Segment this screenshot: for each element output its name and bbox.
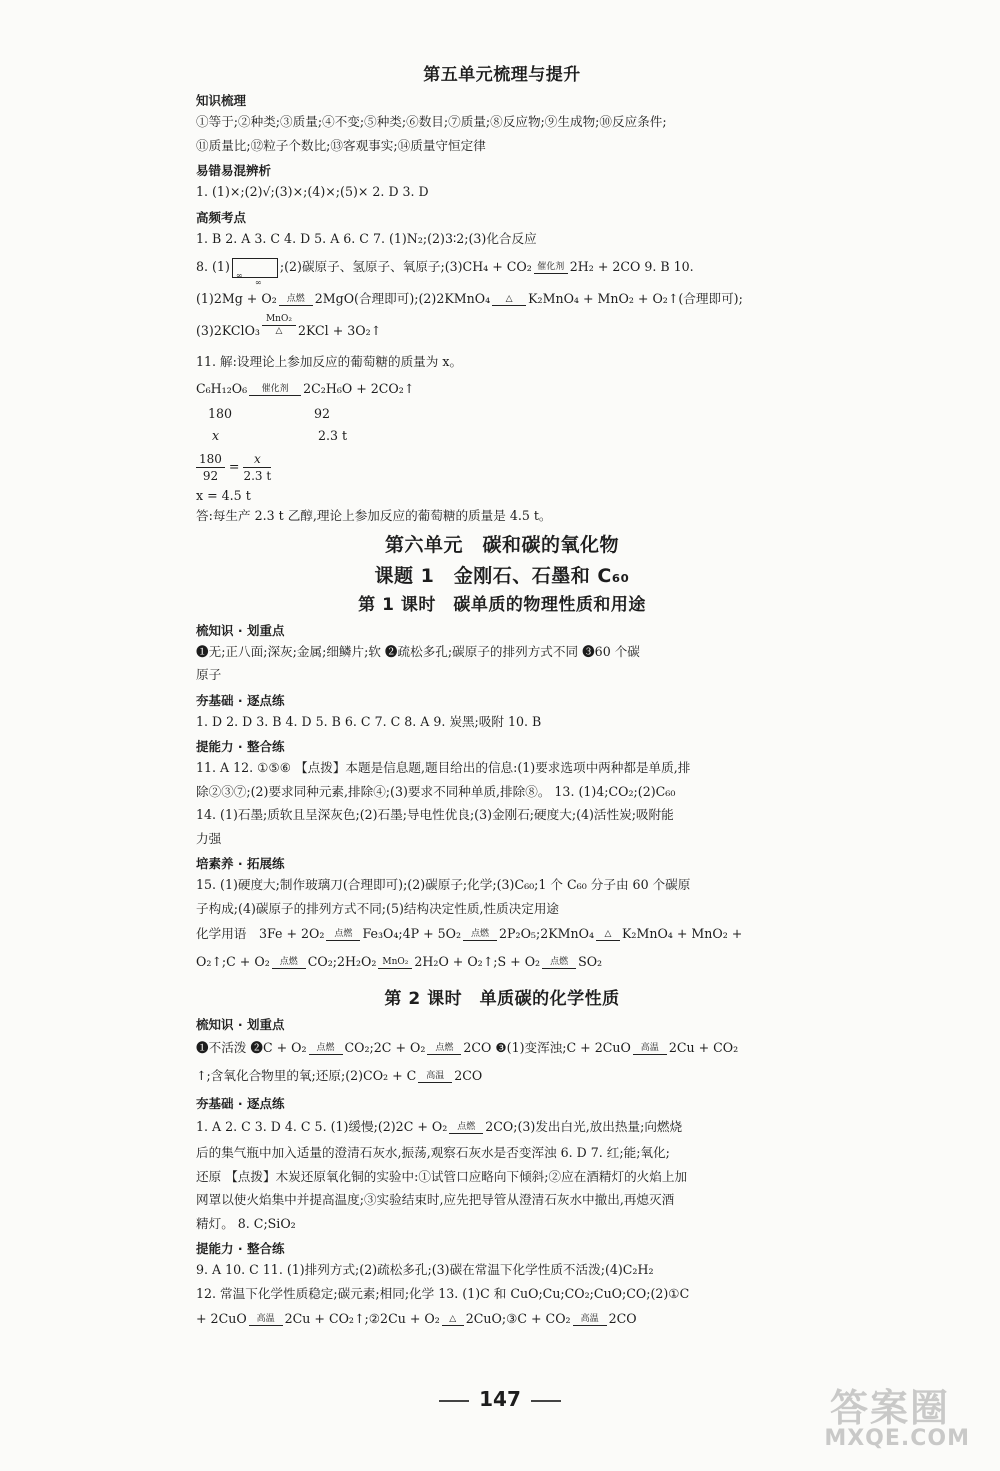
condition: 催化剂 [261, 383, 289, 394]
text-seg: 1. A 2. C 3. D 4. C 5. (1)缓慢;(2)2C + O₂ [196, 1119, 448, 1134]
condition: 高温 [426, 1071, 445, 1081]
watermark-logo [788, 1383, 978, 1453]
text-line [196, 424, 808, 448]
text-seg: 2KCl + 3O₂↑ [297, 323, 382, 338]
reaction-arrow [594, 929, 622, 941]
condition: 点燃 [435, 1043, 454, 1053]
reaction-arrow [540, 957, 578, 969]
text-seg: 180 [208, 405, 233, 421]
section-head: 培素养 · 拓展练 [196, 856, 285, 871]
reaction-arrow [324, 929, 362, 941]
condition: 点燃 [334, 929, 353, 939]
page-number-text: 147 [479, 1387, 521, 1411]
reaction-arrow [307, 1043, 345, 1055]
text-line: x = 4.5 t [196, 487, 251, 503]
condition: 点燃 [471, 929, 490, 939]
reaction-arrow [260, 314, 298, 336]
section-head: 提能力 · 整合练 [196, 739, 285, 754]
text-seg: O₂↑;C + O₂ [196, 954, 270, 969]
text-seg: CO₂;2C + O₂ [344, 1040, 426, 1055]
section-head: 夯基础 · 逐点练 [196, 1096, 285, 1111]
text-line: 精灯。 8. C;SiO₂ [196, 1215, 296, 1231]
text-seg: 2Cu + CO₂↑;②2Cu + O₂ [284, 1311, 440, 1326]
text-seg: x [212, 427, 220, 443]
text-seg: 2C₂H₆O + 2CO₂↑ [303, 380, 415, 396]
denominator: 2.3 t [243, 468, 272, 483]
text-seg: 2Cu + CO₂ [668, 1040, 739, 1055]
text-seg: 2.3 t [318, 427, 348, 443]
text-seg: ❶不活泼 ❷C + O₂ [196, 1040, 307, 1055]
text-line: 1. B 2. A 3. C 4. D 5. A 6. C 7. (1)N₂;(2)3∶2;(3)化合反应 [196, 230, 537, 246]
reaction-arrow [532, 262, 570, 274]
section-head: 易错易混辨析 [196, 163, 272, 178]
condition: MnO₂ [265, 314, 292, 324]
denominator: 92 [202, 468, 219, 483]
condition: 点燃 [286, 294, 305, 304]
text-line [196, 314, 808, 346]
text-seg: CO₂;2H₂O₂ [307, 954, 377, 969]
fraction [243, 451, 271, 484]
text-line: 原子 [196, 667, 222, 682]
text-line: 除②③⑦;(2)要求同种元素,排除④;(3)要求不同种单质,排除⑧。 13. (1)4;CO₂;(2)C₆₀ [196, 783, 676, 799]
text-seg: 2CO ❸(1)变浑浊;C + 2CuO [463, 1040, 631, 1055]
reaction-arrow [461, 929, 499, 941]
condition: 催化剂 [537, 262, 565, 272]
text-line [196, 404, 808, 424]
text-line: 力强 [196, 830, 222, 846]
reaction-arrow [247, 1314, 285, 1326]
condition: 高温 [640, 1043, 659, 1053]
text-seg: 2CO;(3)发出白光,放出热量;向燃烧 [485, 1119, 683, 1134]
text-line: $\frac{180}{92}$ = $\frac{x}{2.3 t}$ [196, 448, 808, 486]
text-line: 15. (1)硬度大;制作玻璃刀(合理即可);(2)碳原子;化学;(3)C₆₀;1 个 C₆₀ 分子由 60 个碳原 [196, 877, 691, 892]
period2-title: 第 2 课时 单质碳的化学性质 [384, 989, 620, 1009]
text-line [196, 920, 808, 948]
reaction-arrow [416, 1071, 454, 1083]
unit6-title: 第六单元 碳和碳的氧化物 [384, 533, 619, 556]
reaction-arrow [440, 1314, 466, 1326]
text-line: 11. A 12. ①⑤⑥ 【点拨】本题是信息题,题目给出的信息:(1)要求选项中两种都是单质,排 [196, 760, 691, 775]
text-line: 后的集气瓶中加入适量的澄清石灰水,振荡,观察石灰水是否变浑浊 6. D 7. 红;能;氧化; [196, 1145, 670, 1160]
text-seg: (1)2Mg + O₂ [196, 291, 277, 306]
section-head: 梳知识 · 划重点 [196, 1017, 285, 1032]
text-line [196, 1062, 808, 1090]
text-line: ⑪质量比;⑫粒子个数比;⑬客观事实;⑭质量守恒定律 [196, 137, 486, 153]
text-line [196, 374, 808, 404]
text-seg: K₂MnO₄ + MnO₂ + O₂↑(合理即可); [528, 291, 743, 306]
text-seg: 2H₂O + O₂↑;S + O₂ [414, 954, 541, 969]
reaction-arrow [277, 294, 315, 306]
text-seg: 2CO [454, 1068, 483, 1083]
text-line: 还原 【点拨】木炭还原氧化铜的实验中:①试管口应略向下倾斜;②应在酒精灯的火焰上加 [196, 1168, 688, 1184]
text-line [196, 948, 808, 976]
condition: 点燃 [279, 957, 298, 967]
box-label: ∞ [235, 270, 243, 280]
numerator: 180 [196, 451, 225, 468]
watermark-url: MXQE.COM [824, 1426, 970, 1451]
molecule-box-figure [232, 258, 278, 287]
text-line: 网罩以使火焰集中并提高温度;③实验结束时,应先把导管从澄清石灰水中撤出,再熄灭酒 [196, 1192, 675, 1207]
text-seg: 2P₂O₅;2KMnO₄ [499, 926, 594, 941]
condition: 点燃 [457, 1122, 476, 1132]
section-head: 夯基础 · 逐点练 [196, 692, 285, 708]
text-seg: ;(2)碳原子、氢原子、氧原子;(3)CH₄ + CO₂ [279, 259, 532, 274]
text-seg: SO₂ [578, 954, 603, 969]
reaction-arrow [247, 384, 303, 396]
reaction-arrow [425, 1043, 463, 1055]
reaction-arrow [490, 294, 528, 306]
box-label: ∞ [254, 277, 262, 287]
text-line: ❶无;正八面;深灰;金属;细鳞片;软 ❷疏松多孔;碳原子的排列方式不同 ❸60 个碳 [196, 643, 640, 659]
text-seg: ↑;含氧化合物里的氧;还原;(2)CO₂ + C [196, 1068, 417, 1083]
condition: MnO₂ [382, 957, 409, 967]
text-seg: (3)2KClO₃ [196, 323, 260, 338]
numerator: x [243, 451, 271, 468]
text-seg: + 2CuO [196, 1311, 247, 1326]
text-line: 子构成;(4)碳原子的排列方式不同;(5)结构决定性质,性质决定用途 [196, 900, 560, 916]
text-line: ①等于;②种类;③质量;④不变;⑤种类;⑥数目;⑦质量;⑧反应物;⑨生成物;⑩反应条件; [196, 114, 667, 129]
text-line [196, 1034, 808, 1062]
condition: △ [275, 326, 283, 336]
text-line [196, 250, 808, 287]
condition: 点燃 [316, 1043, 335, 1053]
text-seg: 2CuO;③C + CO₂ [465, 1311, 571, 1326]
reaction-arrow [447, 1122, 485, 1134]
text-seg: 2H₂ + 2CO 9. B 10. [569, 259, 694, 274]
reaction-arrow [631, 1043, 669, 1055]
fraction [196, 451, 225, 484]
condition: 高温 [256, 1314, 275, 1324]
reaction-arrow [270, 957, 308, 969]
text-seg: 2MgO(合理即可);(2)2KMnO₄ [314, 291, 491, 306]
period1-title: 第 1 课时 碳单质的物理性质和用途 [358, 594, 646, 615]
text-seg: K₂MnO₄ + MnO₂ + [622, 926, 743, 941]
text-line [196, 1113, 808, 1141]
text-line: 1. D 2. D 3. B 4. D 5. B 6. C 7. C 8. A 9. 炭黑;吸附 10. B [196, 713, 542, 729]
text-line: 1. (1)×;(2)√;(3)×;(4)×;(5)× 2. D 3. D [196, 184, 429, 199]
text-seg: 2CO [608, 1311, 637, 1326]
reaction-arrow [376, 957, 414, 969]
condition: 高温 [580, 1314, 599, 1324]
text-line: 12. 常温下化学性质稳定;碳元素;相同;化学 13. (1)C 和 CuO;Cu;CO₂;CuO;CO;(2)①C [196, 1285, 690, 1301]
section-head: 高频考点 [196, 209, 247, 225]
lesson1-title: 课题 1 金刚石、石墨和 C₆₀ [374, 564, 630, 587]
text-line: 答:每生产 2.3 t 乙醇,理论上参加反应的葡萄糖的质量是 4.5 t。 [196, 507, 552, 523]
section-head: 知识梳理 [196, 93, 247, 108]
section-head: 提能力 · 整合练 [196, 1241, 285, 1256]
text-seg: 8. (1) [196, 259, 230, 274]
answer-page [196, 52, 808, 1333]
text-seg: C₆H₁₂O₆ [196, 380, 248, 396]
watermark-text: 答案圈 [829, 1386, 950, 1430]
text-line [196, 284, 808, 314]
condition: △ [604, 929, 612, 939]
section-head: 梳知识 · 划重点 [196, 622, 285, 638]
reaction-arrow [571, 1314, 609, 1326]
text-line: 11. 解:设理论上参加反应的葡萄糖的质量为 x。 [196, 354, 463, 369]
condition: 点燃 [550, 957, 569, 967]
text-seg: 92 [314, 405, 331, 421]
text-seg: 化学用语 3Fe + 2O₂ [196, 926, 325, 941]
text-line: 9. A 10. C 11. (1)排列方式;(2)疏松多孔;(3)碳在常温下化学性质不活泼;(4)C₂H₂ [196, 1262, 654, 1277]
condition: △ [505, 294, 513, 304]
unit5-title: 第五单元梳理与提升 [423, 65, 581, 85]
text-seg: Fe₃O₄;4P + 5O₂ [362, 926, 462, 941]
condition: △ [449, 1314, 457, 1324]
text-line: 14. (1)石墨;质软且呈深灰色;(2)石墨;导电性优良;(3)金刚石;硬度大;(4)活性炭;吸附能 [196, 807, 674, 822]
text-line [196, 1305, 808, 1333]
